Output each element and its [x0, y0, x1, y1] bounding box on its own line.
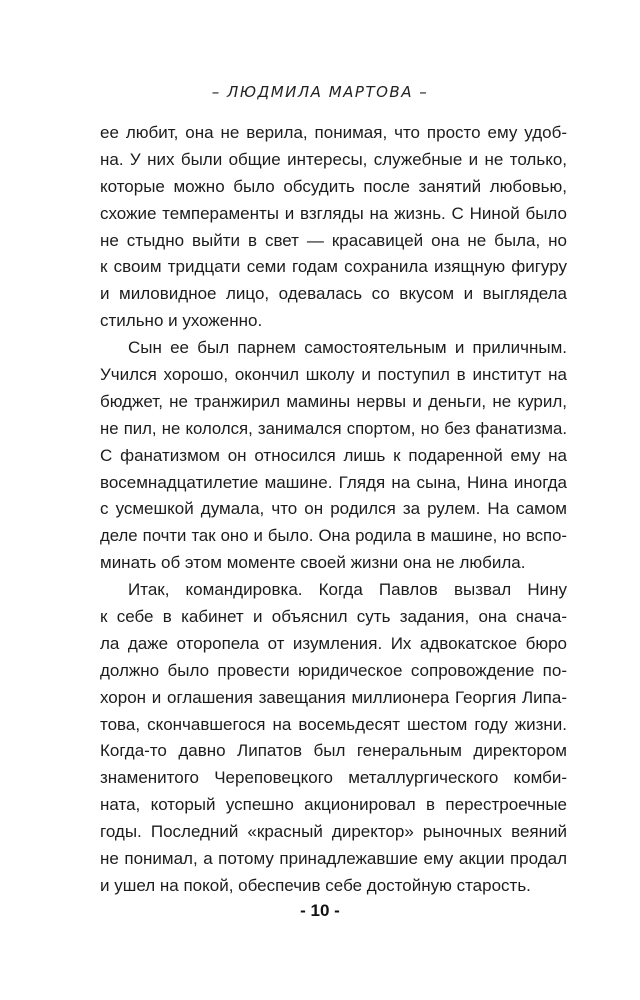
text-line: Учился хорошо, окончил школу и поступил в институт на	[100, 365, 567, 385]
text-line: должно было провести юридическое сопровождение по-	[100, 660, 567, 680]
text-line: не понимал, а потому принадлежавшие ему акции продал	[100, 849, 567, 869]
text-line: схожие темпераменты и взгляды на жизнь. С Ниной было	[100, 203, 567, 223]
text-line: стильно и ухоженно.	[100, 311, 263, 331]
text-line: Сын ее был парнем самостоятельным и приличным.	[128, 338, 567, 358]
text-line: ла даже оторопела от изумления. Их адвокатское бюро	[100, 633, 567, 653]
text-line: Итак, командировка. Когда Павлов вызвал Нину	[128, 580, 567, 600]
text-line: деле почти так оно и было. Она родила в машине, но вспо-	[100, 526, 567, 546]
text-line: годы. Последний «красный директор» рыночных веяний	[100, 822, 567, 842]
text-line: ее любит, она не верила, понимая, что просто ему удоб-	[100, 123, 567, 142]
text-line: которые можно было обсудить после занятий любовью,	[100, 176, 567, 196]
running-head: – ЛЮДМИЛА МАРТОВА –	[211, 83, 429, 101]
text-line: не пил, не кололся, занимался спортом, но без фанатизма.	[100, 418, 567, 438]
text-line: к себе в кабинет и объяснил суть задания, она снача-	[100, 607, 567, 627]
text-line: това, скончавшегося на восемьдесят шестом году жизни.	[100, 714, 567, 734]
text-line: бюджет, не транжирил мамины нервы и деньги, не курил,	[100, 391, 567, 411]
text-line: восемнадцатилетие машине. Глядя на сына, Нина иногда	[100, 472, 567, 492]
text-line: ната, который успешно акционировал в перестроечные	[100, 795, 567, 815]
text-line: хорон и оглашения завещания миллионера Георгия Липа-	[100, 687, 567, 707]
text-line: к своим тридцати семи годам сохранила изящную фигуру	[100, 257, 567, 277]
body-text	[100, 120, 567, 900]
text-line: не стыдно выйти в свет — красавицей она не была, но	[100, 230, 567, 250]
text-line: минать об этом моменте своей жизни она не любила.	[100, 553, 526, 573]
text-line: знаменитого Череповецкого металлургического комби-	[100, 768, 567, 788]
text-line: и миловидное лицо, одевалась со вкусом и выглядела	[100, 284, 567, 304]
page-number: - 10 -	[300, 901, 340, 920]
text-line: на. У них были общие интересы, служебные и не только,	[100, 149, 567, 169]
text-line: и ушел на покой, обеспечив себе достойную старость.	[100, 875, 531, 895]
text-line: с усмешкой думала, что он родился за рулем. На самом	[100, 499, 567, 519]
text-line: Когда-то давно Липатов был генеральным директором	[100, 741, 567, 761]
text-line: С фанатизмом он относился лишь к подаренной ему на	[100, 445, 567, 465]
